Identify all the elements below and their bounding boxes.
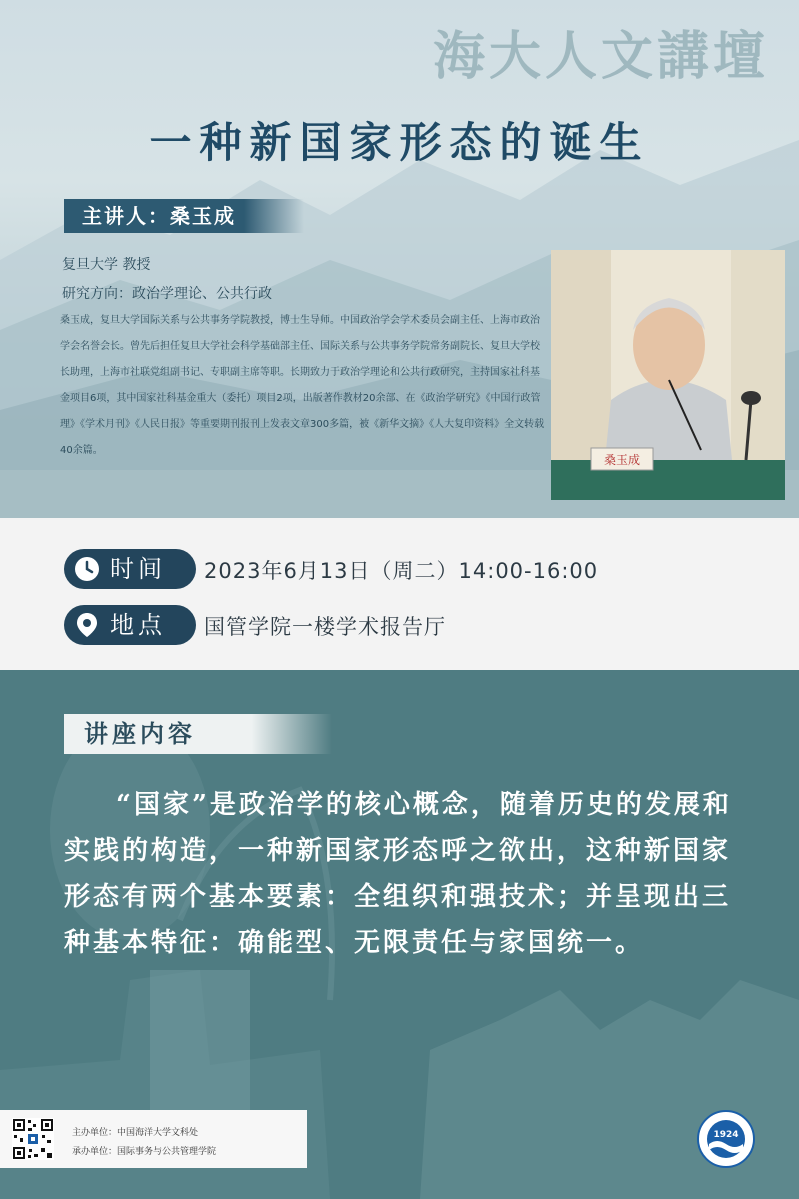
lecture-title: 一种新国家形态的诞生 — [149, 118, 650, 167]
event-info-section — [0, 518, 799, 670]
time-label: 时间 — [110, 555, 166, 583]
event-place: 国管学院一楼学术报告厅 — [204, 615, 446, 639]
lecture-content-tag: 讲座内容 — [64, 714, 332, 754]
logo-year: 1924 — [713, 1130, 739, 1140]
hero-section — [0, 0, 799, 518]
time-label-pill — [64, 549, 196, 589]
series-title: 海大人文講壇 — [432, 26, 769, 87]
speaker-tag: 主讲人：桑玉成 — [64, 199, 304, 233]
university-logo-icon — [697, 1110, 755, 1168]
nameplate-text: 桑玉成 — [603, 453, 641, 467]
sponsor-panel — [0, 1110, 307, 1168]
speaker-portrait-illustration — [551, 250, 785, 500]
lecture-abstract: “国家”是政治学的核心概念，随着历史的发展和实践的构造，一种新国家形态呼之欲出，这种新国家形态有两个基本要素：全组织和强技术；并呈现出三种基本特征：确能型、无限责任与家国统一。 — [64, 790, 732, 958]
qr-code-icon — [12, 1118, 54, 1160]
speaker-photo — [551, 250, 785, 500]
event-time: 2023年6月13日（周二）14:00-16:00 — [204, 559, 599, 583]
speaker-bio: 桑玉成，复旦大学国际关系与公共事务学院教授，博士生导师。中国政治学会学术委员会副主任、上海市政治学会名誉会长。曾先后担任复旦大学社会科学基础部主任、国际关系与公共事务学院常务副院长、复旦大学校长助理，上海市社联党组副书记、专职副主席等职。长期致力于政治学理论和公共行政研究，主持国家社科基金项目6项，其中国家社科基金重大（委托）项目2项，出版著作教材20余部、在《政治学研究》《中国行政管理》《学术月刊》《人民日报》等重要期刊报刊上发表文章300多篇，被《新华文摘》《人大复印资料》全文转载40余篇。 — [60, 315, 545, 456]
place-label: 地点 — [110, 611, 166, 639]
clock-icon — [74, 556, 100, 582]
location-pin-icon — [74, 612, 100, 638]
host-unit: 主办单位：中国海洋大学文科处 — [72, 1128, 199, 1138]
speaker-research-field: 研究方向：政治学理论、公共行政 — [62, 286, 272, 302]
place-label-pill — [64, 605, 196, 645]
speaker-affiliation: 复旦大学 教授 — [62, 257, 151, 273]
organizer-unit: 承办单位：国际事务与公共管理学院 — [72, 1147, 217, 1157]
